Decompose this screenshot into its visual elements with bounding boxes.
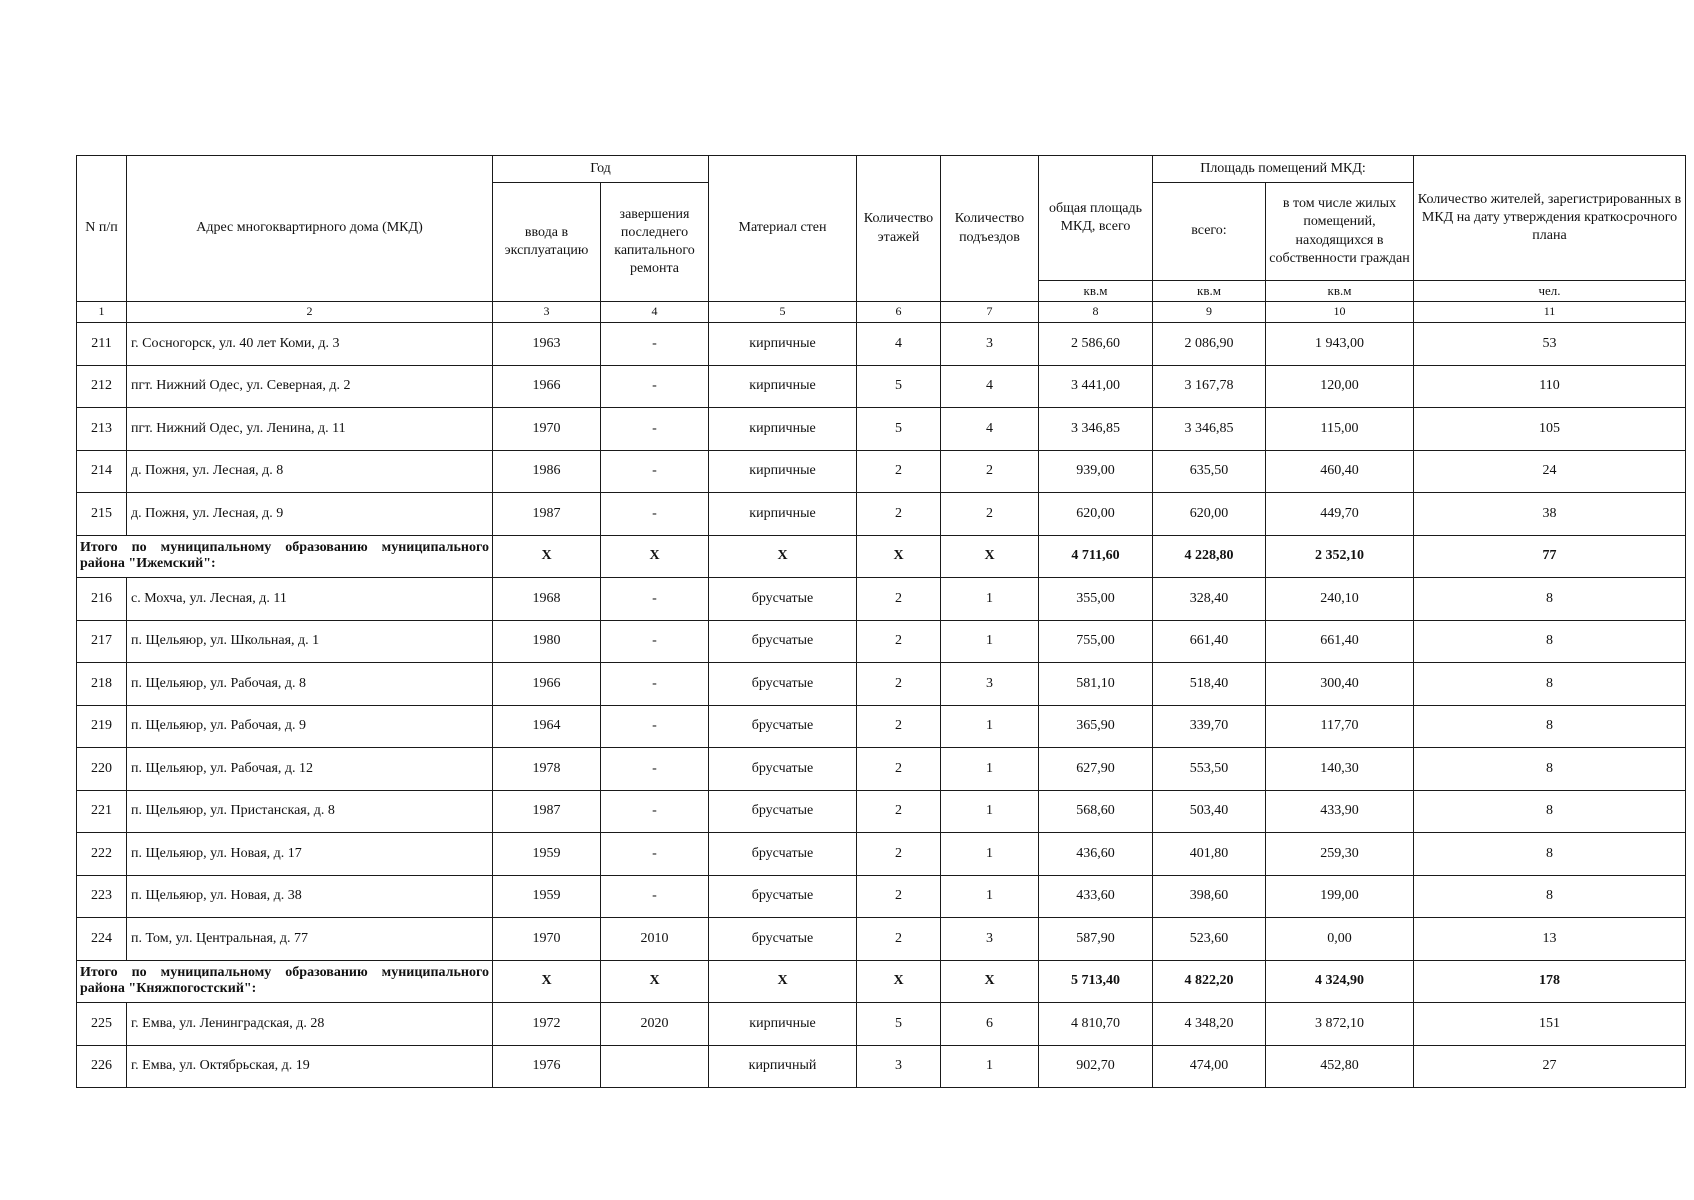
address-cell: с. Мохча, ул. Лесная, д. 11 <box>127 578 493 621</box>
material-cell: брусчатые <box>709 620 857 663</box>
table-row <box>77 663 1686 706</box>
subtotal-entrances-cell: X <box>941 960 1039 1003</box>
total-area-cell: 568,60 <box>1039 790 1153 833</box>
area-private-cell: 1 943,00 <box>1266 323 1414 366</box>
subtotal-area-all-cell: 4 822,20 <box>1153 960 1266 1003</box>
address-cell: п. Щельяюр, ул. Новая, д. 38 <box>127 875 493 918</box>
row-number-cell: 220 <box>77 748 127 791</box>
area-private-cell: 460,40 <box>1266 450 1414 493</box>
header-col-year-start: ввода в эксплуатацию <box>493 183 601 302</box>
floors-cell: 5 <box>857 365 941 408</box>
material-cell: кирпичные <box>709 493 857 536</box>
column-number: 1 <box>77 302 127 323</box>
year-repair-cell: - <box>601 790 709 833</box>
total-area-cell: 581,10 <box>1039 663 1153 706</box>
floors-cell: 2 <box>857 748 941 791</box>
column-number: 7 <box>941 302 1039 323</box>
table-row <box>77 1045 1686 1088</box>
header-group-year: Год <box>493 156 709 183</box>
year-start-cell: 1987 <box>493 493 601 536</box>
column-number: 4 <box>601 302 709 323</box>
residents-cell: 53 <box>1414 323 1686 366</box>
header-col-floors: Количество этажей <box>857 156 941 302</box>
area-private-cell: 117,70 <box>1266 705 1414 748</box>
entrances-cell: 1 <box>941 833 1039 876</box>
address-cell: пгт. Нижний Одес, ул. Ленина, д. 11 <box>127 408 493 451</box>
total-area-cell: 620,00 <box>1039 493 1153 536</box>
subtotal-year-repair-cell: X <box>601 960 709 1003</box>
area-all-cell: 661,40 <box>1153 620 1266 663</box>
column-number: 9 <box>1153 302 1266 323</box>
entrances-cell: 4 <box>941 408 1039 451</box>
material-cell: брусчатые <box>709 833 857 876</box>
year-start-cell: 1959 <box>493 833 601 876</box>
address-cell: п. Том, ул. Центральная, д. 77 <box>127 918 493 961</box>
area-private-cell: 240,10 <box>1266 578 1414 621</box>
material-cell: брусчатые <box>709 875 857 918</box>
material-cell: брусчатые <box>709 748 857 791</box>
year-repair-cell: - <box>601 705 709 748</box>
subtotal-row <box>77 960 1686 1003</box>
address-cell: г. Емва, ул. Октябрьская, д. 19 <box>127 1045 493 1088</box>
table-row <box>77 748 1686 791</box>
unit-residents: чел. <box>1414 281 1686 302</box>
subtotal-label: Итого по муниципальному образованию муниципального района "Княжпогостский": <box>77 960 493 1003</box>
area-private-cell: 452,80 <box>1266 1045 1414 1088</box>
floors-cell: 5 <box>857 408 941 451</box>
residents-cell: 8 <box>1414 705 1686 748</box>
entrances-cell: 1 <box>941 620 1039 663</box>
year-start-cell: 1968 <box>493 578 601 621</box>
table-row <box>77 705 1686 748</box>
residents-cell: 8 <box>1414 620 1686 663</box>
entrances-cell: 6 <box>941 1003 1039 1046</box>
year-start-cell: 1970 <box>493 918 601 961</box>
year-start-cell: 1976 <box>493 1045 601 1088</box>
column-number: 6 <box>857 302 941 323</box>
year-repair-cell: 2020 <box>601 1003 709 1046</box>
unit-total-area: кв.м <box>1039 281 1153 302</box>
subtotal-floors-cell: X <box>857 535 941 578</box>
table-row <box>77 1003 1686 1046</box>
total-area-cell: 4 810,70 <box>1039 1003 1153 1046</box>
row-number-cell: 214 <box>77 450 127 493</box>
header-col-area-private: в том числе жилых помещений, находящихся в собственности граждан <box>1266 183 1414 281</box>
residents-cell: 8 <box>1414 663 1686 706</box>
floors-cell: 2 <box>857 790 941 833</box>
residents-cell: 8 <box>1414 748 1686 791</box>
material-cell: брусчатые <box>709 918 857 961</box>
subtotal-total-area-cell: 5 713,40 <box>1039 960 1153 1003</box>
floors-cell: 2 <box>857 578 941 621</box>
floors-cell: 2 <box>857 663 941 706</box>
year-repair-cell: - <box>601 408 709 451</box>
year-repair-cell: - <box>601 450 709 493</box>
total-area-cell: 755,00 <box>1039 620 1153 663</box>
subtotal-row <box>77 535 1686 578</box>
address-cell: п. Щельяюр, ул. Пристанская, д. 8 <box>127 790 493 833</box>
row-number-cell: 224 <box>77 918 127 961</box>
address-cell: п. Щельяюр, ул. Школьная, д. 1 <box>127 620 493 663</box>
header-col-material: Материал стен <box>709 156 857 302</box>
total-area-cell: 939,00 <box>1039 450 1153 493</box>
area-private-cell: 3 872,10 <box>1266 1003 1414 1046</box>
area-all-cell: 3 167,78 <box>1153 365 1266 408</box>
header-col-area-all: всего: <box>1153 183 1266 281</box>
area-private-cell: 433,90 <box>1266 790 1414 833</box>
year-repair-cell: - <box>601 748 709 791</box>
area-all-cell: 518,40 <box>1153 663 1266 706</box>
year-start-cell: 1987 <box>493 790 601 833</box>
area-all-cell: 328,40 <box>1153 578 1266 621</box>
area-all-cell: 401,80 <box>1153 833 1266 876</box>
row-number-cell: 223 <box>77 875 127 918</box>
residents-cell: 24 <box>1414 450 1686 493</box>
year-repair-cell: - <box>601 323 709 366</box>
address-cell: п. Щельяюр, ул. Рабочая, д. 12 <box>127 748 493 791</box>
subtotal-floors-cell: X <box>857 960 941 1003</box>
address-cell: пгт. Нижний Одес, ул. Северная, д. 2 <box>127 365 493 408</box>
material-cell: кирпичные <box>709 323 857 366</box>
entrances-cell: 1 <box>941 748 1039 791</box>
year-repair-cell <box>601 1045 709 1088</box>
table-row <box>77 365 1686 408</box>
area-all-cell: 3 346,85 <box>1153 408 1266 451</box>
year-repair-cell: - <box>601 875 709 918</box>
material-cell: брусчатые <box>709 790 857 833</box>
year-start-cell: 1986 <box>493 450 601 493</box>
address-cell: д. Пожня, ул. Лесная, д. 8 <box>127 450 493 493</box>
area-all-cell: 503,40 <box>1153 790 1266 833</box>
header-col-num: N п/п <box>77 156 127 302</box>
year-start-cell: 1966 <box>493 663 601 706</box>
total-area-cell: 627,90 <box>1039 748 1153 791</box>
entrances-cell: 3 <box>941 918 1039 961</box>
residents-cell: 27 <box>1414 1045 1686 1088</box>
year-repair-cell: - <box>601 833 709 876</box>
year-start-cell: 1964 <box>493 705 601 748</box>
area-private-cell: 0,00 <box>1266 918 1414 961</box>
entrances-cell: 2 <box>941 493 1039 536</box>
residents-cell: 8 <box>1414 833 1686 876</box>
floors-cell: 2 <box>857 450 941 493</box>
header-col-address: Адрес многоквартирного дома (МКД) <box>127 156 493 302</box>
residents-cell: 8 <box>1414 875 1686 918</box>
address-cell: п. Щельяюр, ул. Рабочая, д. 9 <box>127 705 493 748</box>
total-area-cell: 3 441,00 <box>1039 365 1153 408</box>
area-private-cell: 199,00 <box>1266 875 1414 918</box>
row-number-cell: 216 <box>77 578 127 621</box>
residents-cell: 151 <box>1414 1003 1686 1046</box>
entrances-cell: 1 <box>941 705 1039 748</box>
address-cell: п. Щельяюр, ул. Новая, д. 17 <box>127 833 493 876</box>
area-private-cell: 449,70 <box>1266 493 1414 536</box>
area-all-cell: 553,50 <box>1153 748 1266 791</box>
material-cell: кирпичный <box>709 1045 857 1088</box>
year-start-cell: 1970 <box>493 408 601 451</box>
subtotal-year-start-cell: X <box>493 960 601 1003</box>
area-all-cell: 339,70 <box>1153 705 1266 748</box>
year-start-cell: 1959 <box>493 875 601 918</box>
area-all-cell: 523,60 <box>1153 918 1266 961</box>
entrances-cell: 1 <box>941 790 1039 833</box>
residents-cell: 110 <box>1414 365 1686 408</box>
column-number: 3 <box>493 302 601 323</box>
column-number: 10 <box>1266 302 1414 323</box>
year-repair-cell: - <box>601 365 709 408</box>
area-all-cell: 635,50 <box>1153 450 1266 493</box>
floors-cell: 2 <box>857 833 941 876</box>
year-start-cell: 1972 <box>493 1003 601 1046</box>
entrances-cell: 4 <box>941 365 1039 408</box>
table-row <box>77 408 1686 451</box>
total-area-cell: 902,70 <box>1039 1045 1153 1088</box>
year-repair-cell: - <box>601 620 709 663</box>
row-number-cell: 218 <box>77 663 127 706</box>
row-number-cell: 225 <box>77 1003 127 1046</box>
year-repair-cell: - <box>601 493 709 536</box>
total-area-cell: 3 346,85 <box>1039 408 1153 451</box>
column-number: 2 <box>127 302 493 323</box>
row-number-cell: 213 <box>77 408 127 451</box>
area-all-cell: 2 086,90 <box>1153 323 1266 366</box>
subtotal-area-private-cell: 4 324,90 <box>1266 960 1414 1003</box>
floors-cell: 4 <box>857 323 941 366</box>
subtotal-residents-cell: 77 <box>1414 535 1686 578</box>
area-private-cell: 661,40 <box>1266 620 1414 663</box>
year-start-cell: 1978 <box>493 748 601 791</box>
residents-cell: 13 <box>1414 918 1686 961</box>
mkd-table-sheet <box>76 155 1682 1088</box>
material-cell: брусчатые <box>709 705 857 748</box>
address-cell: д. Пожня, ул. Лесная, д. 9 <box>127 493 493 536</box>
address-cell: г. Сосногорск, ул. 40 лет Коми, д. 3 <box>127 323 493 366</box>
address-cell: п. Щельяюр, ул. Рабочая, д. 8 <box>127 663 493 706</box>
column-number: 5 <box>709 302 857 323</box>
row-number-cell: 219 <box>77 705 127 748</box>
area-private-cell: 300,40 <box>1266 663 1414 706</box>
year-repair-cell: 2010 <box>601 918 709 961</box>
floors-cell: 5 <box>857 1003 941 1046</box>
entrances-cell: 1 <box>941 875 1039 918</box>
entrances-cell: 3 <box>941 323 1039 366</box>
total-area-cell: 355,00 <box>1039 578 1153 621</box>
header-col-entrances: Количество подъездов <box>941 156 1039 302</box>
residents-cell: 105 <box>1414 408 1686 451</box>
entrances-cell: 1 <box>941 578 1039 621</box>
table-row <box>77 493 1686 536</box>
area-all-cell: 4 348,20 <box>1153 1003 1266 1046</box>
floors-cell: 2 <box>857 918 941 961</box>
residents-cell: 8 <box>1414 578 1686 621</box>
row-number-cell: 217 <box>77 620 127 663</box>
floors-cell: 2 <box>857 493 941 536</box>
row-number-cell: 221 <box>77 790 127 833</box>
table-row <box>77 578 1686 621</box>
subtotal-residents-cell: 178 <box>1414 960 1686 1003</box>
material-cell: кирпичные <box>709 1003 857 1046</box>
subtotal-area-all-cell: 4 228,80 <box>1153 535 1266 578</box>
total-area-cell: 436,60 <box>1039 833 1153 876</box>
table-row <box>77 323 1686 366</box>
total-area-cell: 433,60 <box>1039 875 1153 918</box>
area-private-cell: 140,30 <box>1266 748 1414 791</box>
table-row <box>77 875 1686 918</box>
total-area-cell: 365,90 <box>1039 705 1153 748</box>
header-col-residents: Количество жителей, зарегистрированных в МКД на дату утверждения краткосрочного плана <box>1414 156 1686 281</box>
table-row <box>77 620 1686 663</box>
area-private-cell: 115,00 <box>1266 408 1414 451</box>
row-number-cell: 226 <box>77 1045 127 1088</box>
subtotal-material-cell: X <box>709 960 857 1003</box>
area-private-cell: 120,00 <box>1266 365 1414 408</box>
column-number-row <box>77 302 1686 323</box>
material-cell: кирпичные <box>709 450 857 493</box>
year-repair-cell: - <box>601 663 709 706</box>
floors-cell: 2 <box>857 875 941 918</box>
year-start-cell: 1966 <box>493 365 601 408</box>
subtotal-area-private-cell: 2 352,10 <box>1266 535 1414 578</box>
area-all-cell: 474,00 <box>1153 1045 1266 1088</box>
table-row <box>77 918 1686 961</box>
entrances-cell: 2 <box>941 450 1039 493</box>
area-all-cell: 398,60 <box>1153 875 1266 918</box>
subtotal-total-area-cell: 4 711,60 <box>1039 535 1153 578</box>
subtotal-label: Итого по муниципальному образованию муниципального района "Ижемский": <box>77 535 493 578</box>
header-col-year-repair: завершения последнего капитального ремонта <box>601 183 709 302</box>
row-number-cell: 215 <box>77 493 127 536</box>
row-number-cell: 211 <box>77 323 127 366</box>
column-number: 11 <box>1414 302 1686 323</box>
year-start-cell: 1980 <box>493 620 601 663</box>
floors-cell: 3 <box>857 1045 941 1088</box>
area-all-cell: 620,00 <box>1153 493 1266 536</box>
material-cell: кирпичные <box>709 365 857 408</box>
year-repair-cell: - <box>601 578 709 621</box>
material-cell: брусчатые <box>709 578 857 621</box>
table-row <box>77 833 1686 876</box>
floors-cell: 2 <box>857 705 941 748</box>
subtotal-year-start-cell: X <box>493 535 601 578</box>
column-number: 8 <box>1039 302 1153 323</box>
table-row <box>77 790 1686 833</box>
table-row <box>77 450 1686 493</box>
subtotal-entrances-cell: X <box>941 535 1039 578</box>
mkd-register-table <box>76 155 1686 1088</box>
row-number-cell: 212 <box>77 365 127 408</box>
subtotal-year-repair-cell: X <box>601 535 709 578</box>
entrances-cell: 3 <box>941 663 1039 706</box>
year-start-cell: 1963 <box>493 323 601 366</box>
entrances-cell: 1 <box>941 1045 1039 1088</box>
table-body <box>77 323 1686 1088</box>
header-group-area: Площадь помещений МКД: <box>1153 156 1414 183</box>
area-private-cell: 259,30 <box>1266 833 1414 876</box>
material-cell: кирпичные <box>709 408 857 451</box>
total-area-cell: 2 586,60 <box>1039 323 1153 366</box>
floors-cell: 2 <box>857 620 941 663</box>
address-cell: г. Емва, ул. Ленинградская, д. 28 <box>127 1003 493 1046</box>
table-header <box>77 156 1686 323</box>
header-col-total-area: общая площадь МКД, всего <box>1039 156 1153 281</box>
unit-area-all: кв.м <box>1153 281 1266 302</box>
unit-area-private: кв.м <box>1266 281 1414 302</box>
residents-cell: 8 <box>1414 790 1686 833</box>
row-number-cell: 222 <box>77 833 127 876</box>
total-area-cell: 587,90 <box>1039 918 1153 961</box>
subtotal-material-cell: X <box>709 535 857 578</box>
residents-cell: 38 <box>1414 493 1686 536</box>
material-cell: брусчатые <box>709 663 857 706</box>
